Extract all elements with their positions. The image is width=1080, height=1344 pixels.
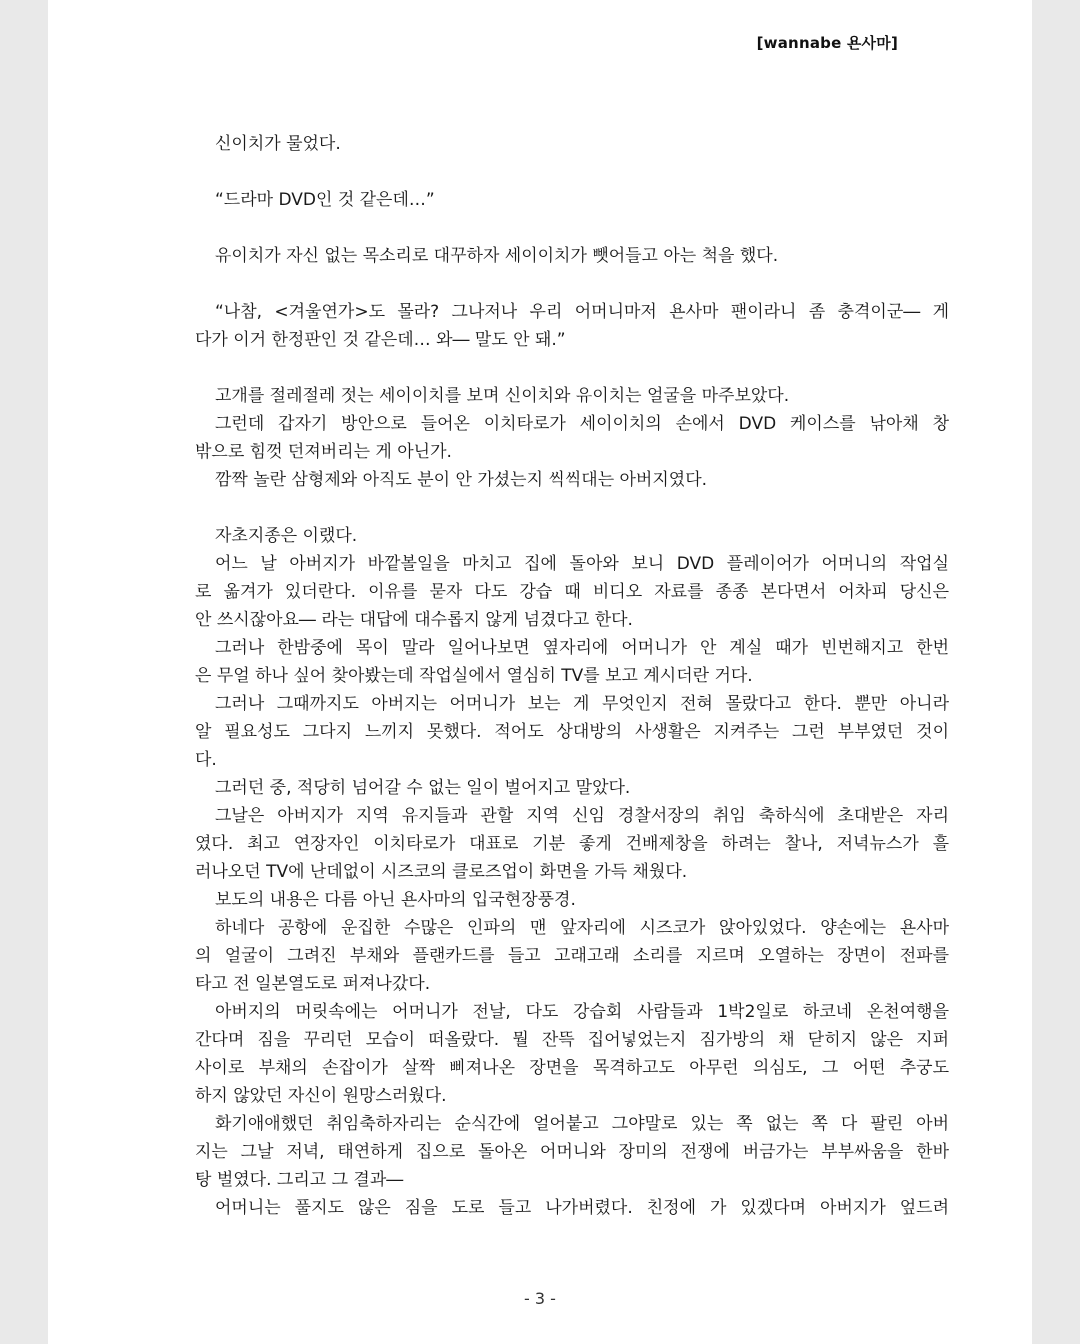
paragraph-line: 안 쓰시잖아요― 라는 대답에 대수롭지 않게 넘겼다고 한다. xyxy=(195,610,633,630)
paragraph-line: 하네다 공항에 운집한 수많은 인파의 맨 앞자리에 시즈코가 앉아있었다. 양손에는 욘사마 xyxy=(215,918,949,938)
paragraph-line: “나참, <겨울연가>도 몰라? 그나저나 우리 어머니마저 욘사마 팬이라니 좀 충격이군― 게 xyxy=(215,302,949,322)
paragraph-line: 지는 그날 저녁, 태연하게 집으로 돌아온 어머니와 장미의 전쟁에 버금가는 부부싸움을 한바 xyxy=(195,1142,949,1162)
paragraph-line: 간다며 짐을 꾸리던 모습이 떠올랐다. 뭘 잔뜩 집어넣었는지 짐가방의 채 닫히지 않은 지퍼 xyxy=(195,1030,949,1050)
paragraph-line: 다가 이거 한정판인 것 같은데… 와― 말도 안 돼.” xyxy=(195,330,566,350)
paragraph-line: 그날은 아버지가 지역 유지들과 관할 지역 신임 경찰서장의 취임 축하식에 초대받은 자리 xyxy=(215,806,949,826)
paragraph-line: 어머니는 풀지도 않은 짐을 도로 들고 나가버렸다. 친정에 가 있겠다며 아버지가 엎드려 xyxy=(215,1198,949,1218)
paragraph-line: 밖으로 힘껏 던져버리는 게 아닌가. xyxy=(195,442,452,462)
paragraph-line: 자초지종은 이랬다. xyxy=(215,526,358,546)
paragraph-line: 고개를 절레절레 젓는 세이이치를 보며 신이치와 유이치는 얼굴을 마주보았다. xyxy=(215,386,790,406)
paragraph-line: “드라마 DVD인 것 같은데…” xyxy=(215,190,435,210)
paragraph-line: 신이치가 물었다. xyxy=(215,134,341,154)
document-page xyxy=(48,0,1032,1344)
paragraph-line: 탕 벌였다. 그리고 그 결과― xyxy=(195,1170,404,1190)
paragraph-line: 은 무얼 하나 싶어 찾아봤는데 작업실에서 열심히 TV를 보고 계시더란 거다. xyxy=(195,666,753,686)
paragraph-line: 알 필요성도 그다지 느끼지 못했다. 적어도 상대방의 사생활은 지켜주는 그런 부부였던 것이 xyxy=(195,722,949,742)
paragraph-line: 의 얼굴이 그려진 부채와 플랜카드를 들고 고래고래 소리를 지르며 오열하는 장면이 전파를 xyxy=(195,946,949,966)
page-header: [wannabe 욘사마] xyxy=(756,34,898,52)
paragraph-line: 다. xyxy=(195,750,217,770)
paragraph-line: 아버지의 머릿속에는 어머니가 전날, 다도 강습회 사람들과 1박2일로 하코네 온천여행을 xyxy=(215,1002,949,1022)
paragraph-line: 그러던 중, 적당히 넘어갈 수 없는 일이 벌어지고 말았다. xyxy=(215,778,631,798)
paragraph-line: 어느 날 아버지가 바깥볼일을 마치고 집에 돌아와 보니 DVD 플레이어가 어머니의 작업실 xyxy=(215,554,949,574)
paragraph-line: 사이로 부채의 손잡이가 살짝 삐져나온 장면을 목격하고도 아무런 의심도, 그 어떤 추궁도 xyxy=(195,1058,949,1078)
paragraph-line: 였다. 최고 연장자인 이치타로가 대표로 기분 좋게 건배제창을 하려는 찰나, 저녁뉴스가 흘 xyxy=(195,834,949,854)
paragraph-line: 로 옮겨가 있더란다. 이유를 묻자 다도 강습 때 비디오 자료를 종종 본다면서 어차피 당신은 xyxy=(195,582,949,602)
paragraph-line: 하지 않았던 자신이 원망스러웠다. xyxy=(195,1086,447,1106)
page-number: - 3 - xyxy=(524,1289,556,1308)
document-body xyxy=(195,130,949,1222)
paragraph-line: 유이치가 자신 없는 목소리로 대꾸하자 세이이치가 뺏어들고 아는 척을 했다. xyxy=(215,246,779,266)
paragraph-line: 그러나 그때까지도 아버지는 어머니가 보는 게 무엇인지 전혀 몰랐다고 한다. 뿐만 아니라 xyxy=(215,694,949,714)
paragraph-line: 화기애애했던 취임축하자리는 순식간에 얼어붙고 그야말로 있는 쪽 없는 쪽 다 팔린 아버 xyxy=(215,1114,949,1134)
paragraph-line: 러나오던 TV에 난데없이 시즈코의 클로즈업이 화면을 가득 채웠다. xyxy=(195,862,688,882)
paragraph-line: 그러나 한밤중에 목이 말라 일어나보면 옆자리에 어머니가 안 계실 때가 빈번해지고 한번 xyxy=(215,638,949,658)
paragraph-line: 타고 전 일본열도로 퍼져나갔다. xyxy=(195,974,431,994)
paragraph-line: 깜짝 놀란 삼형제와 아직도 분이 안 가셨는지 씩씩대는 아버지였다. xyxy=(215,470,708,490)
paragraph-line: 보도의 내용은 다름 아닌 욘사마의 입국현장풍경. xyxy=(215,890,576,910)
paragraph-line: 그런데 갑자기 방안으로 들어온 이치타로가 세이이치의 손에서 DVD 케이스를 낚아채 창 xyxy=(215,414,949,434)
